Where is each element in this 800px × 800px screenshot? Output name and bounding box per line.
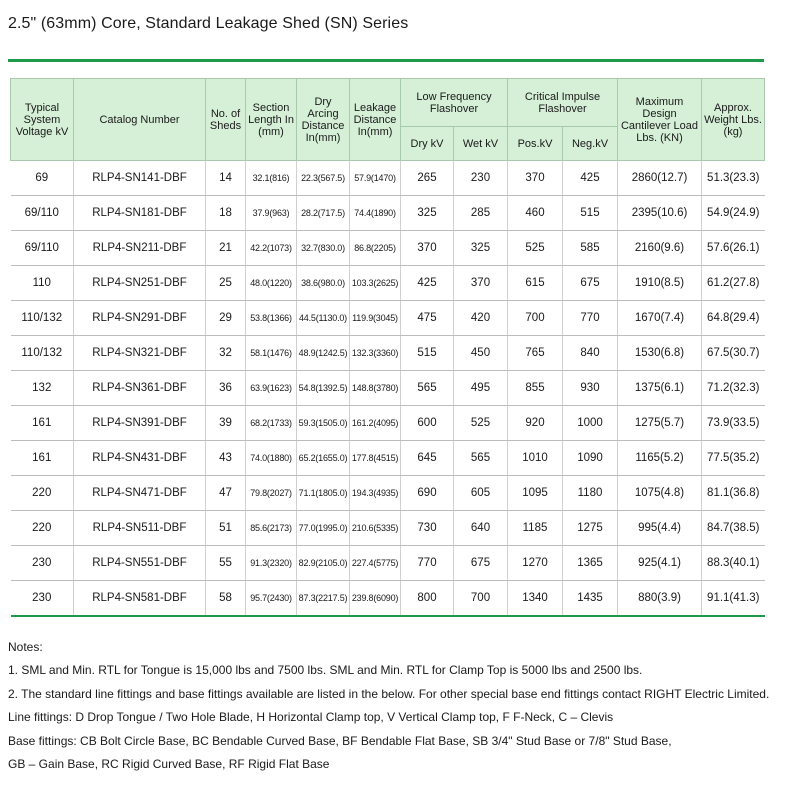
- cell-neg-kv: 1435: [563, 581, 618, 617]
- cell-pos-kv: 370: [508, 161, 563, 196]
- cell-sheds: 21: [206, 231, 246, 266]
- title-divider: [8, 59, 764, 62]
- cell-voltage: 230: [11, 581, 74, 617]
- cell-pos-kv: 1095: [508, 476, 563, 511]
- cell-cantilever-load: 995(4.4): [618, 511, 702, 546]
- cell-sheds: 29: [206, 301, 246, 336]
- cell-dry-arcing: 87.3(2217.5): [297, 581, 350, 617]
- cell-leakage: 119.9(3045): [350, 301, 401, 336]
- cell-sheds: 36: [206, 371, 246, 406]
- cell-neg-kv: 585: [563, 231, 618, 266]
- note-line: Base fittings: CB Bolt Circle Base, BC Bendable Curved Base, BF Bendable Flat Base, SB 3/4" Stud Base or 7/8" Stud Base,: [8, 733, 672, 748]
- cell-neg-kv: 1365: [563, 546, 618, 581]
- cell-weight: 71.2(32.3): [702, 371, 765, 406]
- cell-wet-kv: 640: [454, 511, 508, 546]
- table-row: [11, 231, 765, 266]
- header-dry-arcing: Dry Arcing Distance In(mm): [297, 79, 350, 161]
- cell-catalog-number: RLP4-SN181-DBF: [74, 196, 206, 231]
- cell-neg-kv: 1000: [563, 406, 618, 441]
- cell-cantilever-load: 1670(7.4): [618, 301, 702, 336]
- table-row: [11, 406, 765, 441]
- cell-dry-arcing: 48.9(1242.5): [297, 336, 350, 371]
- cell-weight: 88.3(40.1): [702, 546, 765, 581]
- cell-section-length: 32.1(816): [246, 161, 297, 196]
- cell-wet-kv: 325: [454, 231, 508, 266]
- cell-dry-arcing: 22.3(567.5): [297, 161, 350, 196]
- cell-leakage: 210.6(5335): [350, 511, 401, 546]
- cell-catalog-number: RLP4-SN361-DBF: [74, 371, 206, 406]
- note-line: GB – Gain Base, RC Rigid Curved Base, RF Rigid Flat Base: [8, 757, 330, 772]
- cell-catalog-number: RLP4-SN511-DBF: [74, 511, 206, 546]
- cell-weight: 54.9(24.9): [702, 196, 765, 231]
- cell-leakage: 74.4(1890): [350, 196, 401, 231]
- cell-pos-kv: 460: [508, 196, 563, 231]
- cell-dry-kv: 475: [401, 301, 454, 336]
- cell-catalog-number: RLP4-SN251-DBF: [74, 266, 206, 301]
- header-catalog: Catalog Number: [74, 79, 206, 161]
- cell-section-length: 68.2(1733): [246, 406, 297, 441]
- cell-sheds: 39: [206, 406, 246, 441]
- table-row: [11, 301, 765, 336]
- cell-section-length: 79.8(2027): [246, 476, 297, 511]
- table-row: [11, 161, 765, 196]
- note-line: 2. The standard line fittings and base fittings available are listed in the below. For other special base end fittings contact RIGHT Electric Limited.: [8, 686, 770, 701]
- header-wet-kv: Wet kV: [454, 127, 508, 161]
- cell-weight: 77.5(35.2): [702, 441, 765, 476]
- cell-weight: 67.5(30.7): [702, 336, 765, 371]
- header-critical-impulse-flashover: Critical Impulse Flashover: [508, 79, 618, 127]
- cell-dry-kv: 370: [401, 231, 454, 266]
- cell-dry-kv: 425: [401, 266, 454, 301]
- cell-sheds: 58: [206, 581, 246, 617]
- cell-neg-kv: 840: [563, 336, 618, 371]
- cell-dry-kv: 325: [401, 196, 454, 231]
- cell-neg-kv: 770: [563, 301, 618, 336]
- cell-sheds: 32: [206, 336, 246, 371]
- cell-dry-kv: 800: [401, 581, 454, 617]
- cell-cantilever-load: 1165(5.2): [618, 441, 702, 476]
- cell-dry-arcing: 82.9(2105.0): [297, 546, 350, 581]
- cell-cantilever-load: 1275(5.7): [618, 406, 702, 441]
- cell-section-length: 85.6(2173): [246, 511, 297, 546]
- header-neg-kv: Neg.kV: [563, 127, 618, 161]
- spec-table: [10, 78, 765, 617]
- note-line: Line fittings: D Drop Tongue / Two Hole Blade, H Horizontal Clamp top, V Vertical Clamp top, F F-Neck, C – Clevis: [8, 710, 614, 725]
- cell-wet-kv: 450: [454, 336, 508, 371]
- header-cantilever-load: Maximum Design Cantilever Load Lbs. (KN): [618, 79, 702, 161]
- cell-weight: 91.1(41.3): [702, 581, 765, 617]
- header-voltage: Typical System Voltage kV: [11, 79, 74, 161]
- cell-catalog-number: RLP4-SN141-DBF: [74, 161, 206, 196]
- table-row: [11, 336, 765, 371]
- table-row: [11, 266, 765, 301]
- cell-catalog-number: RLP4-SN581-DBF: [74, 581, 206, 617]
- cell-dry-arcing: 77.0(1995.0): [297, 511, 350, 546]
- cell-catalog-number: RLP4-SN431-DBF: [74, 441, 206, 476]
- cell-cantilever-load: 2395(10.6): [618, 196, 702, 231]
- cell-section-length: 48.0(1220): [246, 266, 297, 301]
- cell-weight: 84.7(38.5): [702, 511, 765, 546]
- table-row: [11, 441, 765, 476]
- cell-voltage: 161: [11, 441, 74, 476]
- cell-pos-kv: 855: [508, 371, 563, 406]
- table-row: [11, 546, 765, 581]
- cell-pos-kv: 700: [508, 301, 563, 336]
- cell-voltage: 161: [11, 406, 74, 441]
- cell-voltage: 69/110: [11, 231, 74, 266]
- cell-sheds: 51: [206, 511, 246, 546]
- notes-section: [8, 636, 788, 776]
- cell-catalog-number: RLP4-SN321-DBF: [74, 336, 206, 371]
- cell-pos-kv: 1010: [508, 441, 563, 476]
- header-section-length: Section Length In (mm): [246, 79, 297, 161]
- cell-dry-arcing: 65.2(1655.0): [297, 441, 350, 476]
- cell-leakage: 132.3(3360): [350, 336, 401, 371]
- cell-cantilever-load: 1375(6.1): [618, 371, 702, 406]
- cell-sheds: 43: [206, 441, 246, 476]
- page-title: 2.5" (63mm) Core, Standard Leakage Shed (SN) Series: [8, 15, 409, 32]
- cell-sheds: 25: [206, 266, 246, 301]
- cell-section-length: 63.9(1623): [246, 371, 297, 406]
- cell-dry-arcing: 38.6(980.0): [297, 266, 350, 301]
- cell-catalog-number: RLP4-SN471-DBF: [74, 476, 206, 511]
- table-row: [11, 196, 765, 231]
- cell-neg-kv: 675: [563, 266, 618, 301]
- header-pos-kv: Pos.kV: [508, 127, 563, 161]
- cell-weight: 51.3(23.3): [702, 161, 765, 196]
- cell-leakage: 161.2(4095): [350, 406, 401, 441]
- cell-pos-kv: 1340: [508, 581, 563, 617]
- cell-catalog-number: RLP4-SN291-DBF: [74, 301, 206, 336]
- note-line: 1. SML and Min. RTL for Tongue is 15,000 lbs and 7500 lbs. SML and Min. RTL for Clamp Top is 5000 lbs and 2500 lbs.: [8, 663, 643, 678]
- cell-sheds: 14: [206, 161, 246, 196]
- table-row: [11, 581, 765, 617]
- cell-wet-kv: 370: [454, 266, 508, 301]
- cell-section-length: 42.2(1073): [246, 231, 297, 266]
- cell-wet-kv: 700: [454, 581, 508, 617]
- cell-voltage: 110/132: [11, 301, 74, 336]
- cell-dry-kv: 600: [401, 406, 454, 441]
- cell-wet-kv: 675: [454, 546, 508, 581]
- cell-section-length: 58.1(1476): [246, 336, 297, 371]
- cell-leakage: 239.8(6090): [350, 581, 401, 617]
- cell-dry-kv: 645: [401, 441, 454, 476]
- cell-voltage: 110/132: [11, 336, 74, 371]
- table-row: [11, 371, 765, 406]
- cell-neg-kv: 1180: [563, 476, 618, 511]
- cell-sheds: 18: [206, 196, 246, 231]
- table-row: [11, 476, 765, 511]
- cell-neg-kv: 515: [563, 196, 618, 231]
- cell-neg-kv: 1090: [563, 441, 618, 476]
- cell-pos-kv: 1270: [508, 546, 563, 581]
- cell-voltage: 132: [11, 371, 74, 406]
- cell-dry-arcing: 54.8(1392.5): [297, 371, 350, 406]
- cell-section-length: 74.0(1880): [246, 441, 297, 476]
- header-weight: Approx. Weight Lbs.(kg): [702, 79, 765, 161]
- cell-cantilever-load: 2860(12.7): [618, 161, 702, 196]
- cell-leakage: 177.8(4515): [350, 441, 401, 476]
- cell-leakage: 227.4(5775): [350, 546, 401, 581]
- cell-weight: 64.8(29.4): [702, 301, 765, 336]
- cell-pos-kv: 920: [508, 406, 563, 441]
- cell-wet-kv: 525: [454, 406, 508, 441]
- cell-sheds: 55: [206, 546, 246, 581]
- cell-weight: 57.6(26.1): [702, 231, 765, 266]
- cell-wet-kv: 565: [454, 441, 508, 476]
- cell-leakage: 194.3(4935): [350, 476, 401, 511]
- cell-dry-kv: 690: [401, 476, 454, 511]
- cell-dry-kv: 515: [401, 336, 454, 371]
- cell-dry-arcing: 59.3(1505.0): [297, 406, 350, 441]
- header-leakage: Leakage Distance In(mm): [350, 79, 401, 161]
- cell-leakage: 103.3(2625): [350, 266, 401, 301]
- cell-voltage: 110: [11, 266, 74, 301]
- cell-section-length: 91.3(2320): [246, 546, 297, 581]
- cell-wet-kv: 285: [454, 196, 508, 231]
- header-sheds: No. of Sheds: [206, 79, 246, 161]
- notes-heading: Notes:: [8, 640, 43, 654]
- cell-leakage: 148.8(3780): [350, 371, 401, 406]
- cell-voltage: 69/110: [11, 196, 74, 231]
- cell-voltage: 69: [11, 161, 74, 196]
- cell-pos-kv: 525: [508, 231, 563, 266]
- cell-wet-kv: 230: [454, 161, 508, 196]
- cell-voltage: 230: [11, 546, 74, 581]
- cell-leakage: 86.8(2205): [350, 231, 401, 266]
- header-low-frequency-flashover: Low Frequency Flashover: [401, 79, 508, 127]
- cell-section-length: 95.7(2430): [246, 581, 297, 617]
- cell-cantilever-load: 1530(6.8): [618, 336, 702, 371]
- cell-cantilever-load: 1910(8.5): [618, 266, 702, 301]
- cell-voltage: 220: [11, 511, 74, 546]
- cell-wet-kv: 495: [454, 371, 508, 406]
- cell-dry-kv: 730: [401, 511, 454, 546]
- spec-table-body: [11, 161, 765, 617]
- cell-wet-kv: 605: [454, 476, 508, 511]
- cell-catalog-number: RLP4-SN211-DBF: [74, 231, 206, 266]
- cell-cantilever-load: 1075(4.8): [618, 476, 702, 511]
- cell-dry-kv: 565: [401, 371, 454, 406]
- cell-dry-arcing: 44.5(1130.0): [297, 301, 350, 336]
- cell-cantilever-load: 925(4.1): [618, 546, 702, 581]
- cell-neg-kv: 930: [563, 371, 618, 406]
- cell-cantilever-load: 880(3.9): [618, 581, 702, 617]
- cell-dry-arcing: 28.2(717.5): [297, 196, 350, 231]
- cell-pos-kv: 615: [508, 266, 563, 301]
- cell-pos-kv: 1185: [508, 511, 563, 546]
- cell-section-length: 53.8(1366): [246, 301, 297, 336]
- cell-dry-kv: 265: [401, 161, 454, 196]
- cell-cantilever-load: 2160(9.6): [618, 231, 702, 266]
- cell-neg-kv: 425: [563, 161, 618, 196]
- cell-leakage: 57.9(1470): [350, 161, 401, 196]
- cell-dry-arcing: 32.7(830.0): [297, 231, 350, 266]
- cell-sheds: 47: [206, 476, 246, 511]
- cell-section-length: 37.9(963): [246, 196, 297, 231]
- cell-voltage: 220: [11, 476, 74, 511]
- cell-pos-kv: 765: [508, 336, 563, 371]
- cell-weight: 61.2(27.8): [702, 266, 765, 301]
- cell-weight: 81.1(36.8): [702, 476, 765, 511]
- cell-dry-kv: 770: [401, 546, 454, 581]
- cell-dry-arcing: 71.1(1805.0): [297, 476, 350, 511]
- cell-catalog-number: RLP4-SN391-DBF: [74, 406, 206, 441]
- table-row: [11, 511, 765, 546]
- header-dry-kv: Dry kV: [401, 127, 454, 161]
- cell-neg-kv: 1275: [563, 511, 618, 546]
- cell-catalog-number: RLP4-SN551-DBF: [74, 546, 206, 581]
- cell-wet-kv: 420: [454, 301, 508, 336]
- cell-weight: 73.9(33.5): [702, 406, 765, 441]
